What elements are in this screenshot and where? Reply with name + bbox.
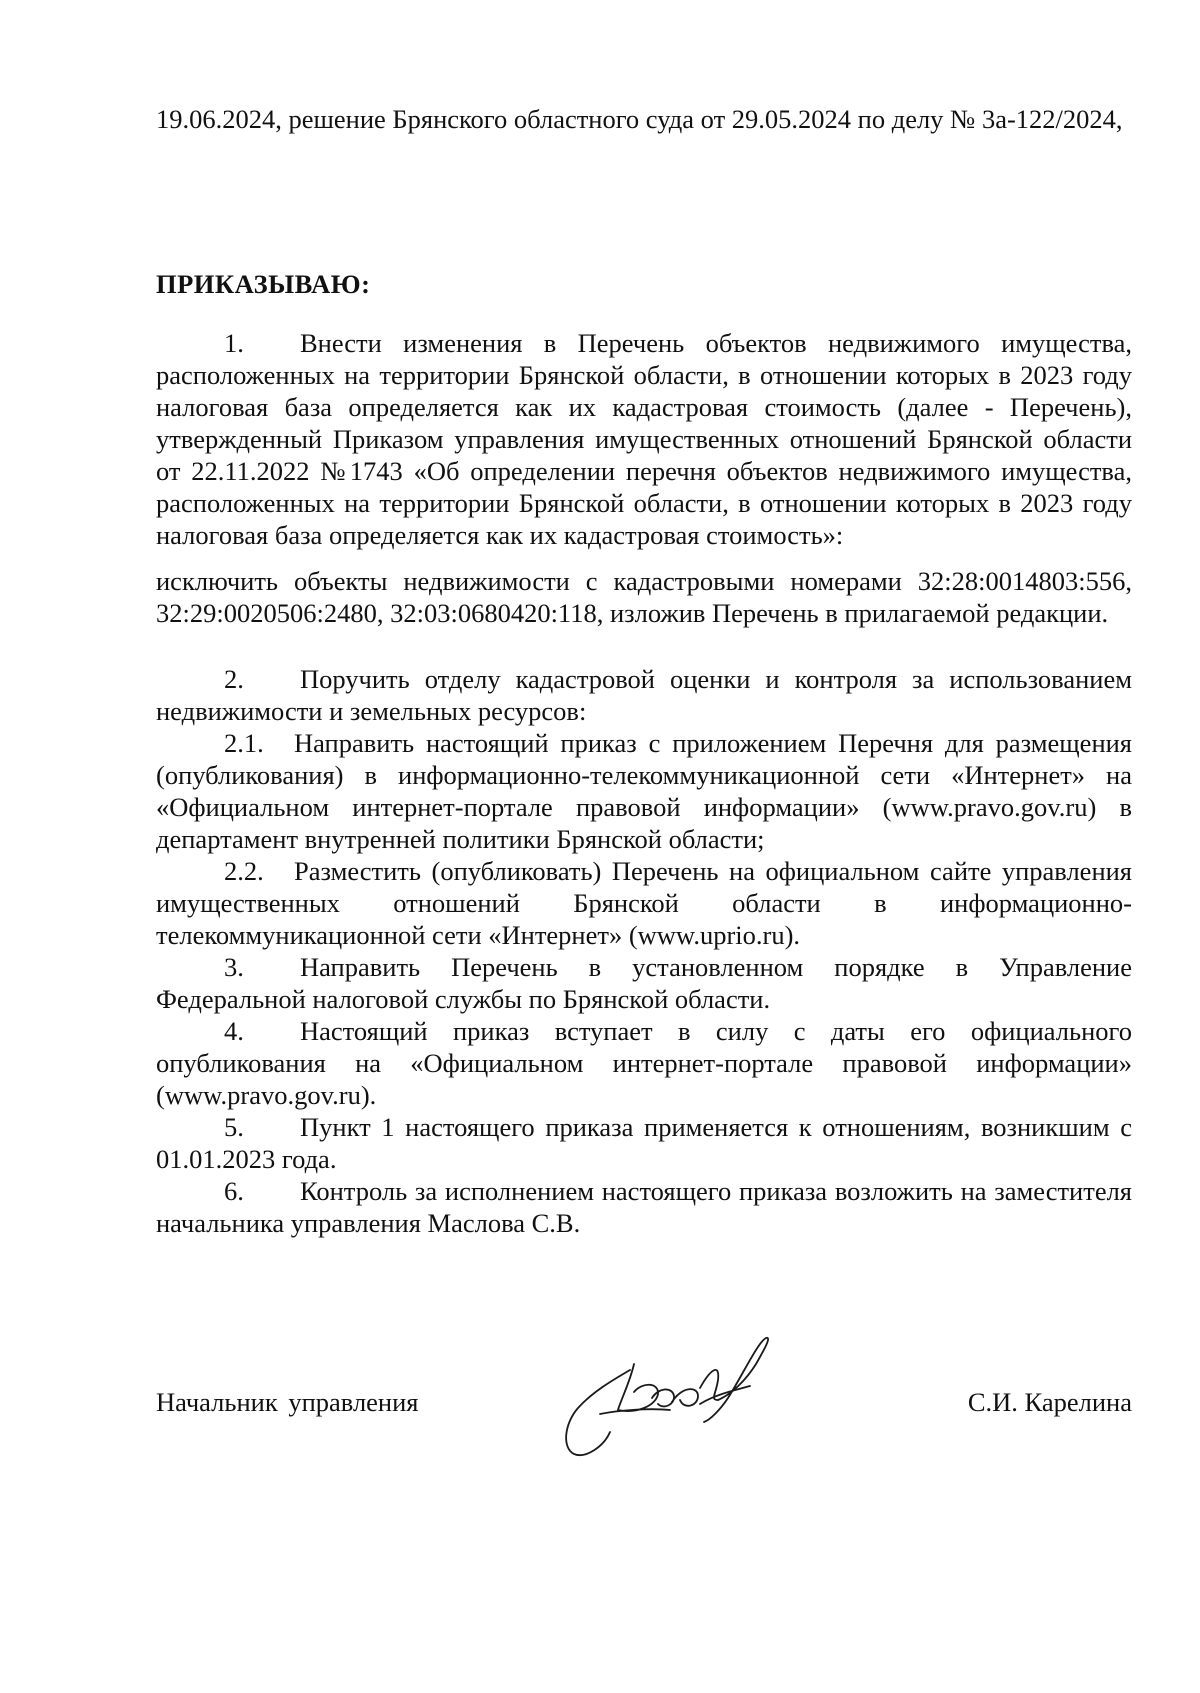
item-number: 1. xyxy=(224,328,244,358)
item-text: Настоящий приказ вступает в силу с даты его официального опубликования на «Официальном интернет-портале правовой информации» (www.pravo.gov.ru). xyxy=(156,1016,1132,1110)
order-heading: ПРИКАЗЫВАЮ: xyxy=(156,269,371,299)
item-text: Разместить (опубликовать) Перечень на официальном сайте управления имущественных отношений Брянской области в информационно-телекоммуникационной сети «Интернет» (www.uprio.ru). xyxy=(156,856,1132,950)
item-6 xyxy=(156,1175,1132,1239)
item-number: 2.2. xyxy=(224,856,264,886)
item-1-exclude: исключить объекты недвижимости с кадастровыми номерами 32:28:0014803:556, 32:29:0020506:2480, 32:03:0680420:118, изложив Перечень в прилагаемой редакции. xyxy=(156,566,1132,628)
item-4 xyxy=(156,1015,1132,1111)
item-number: 6. xyxy=(224,1176,244,1206)
item-text: Направить настоящий приказ с приложением Перечня для размещения (опубликования) в информационно-телекоммуникационной сети «Интернет» на «Официальном интернет-портале правовой информации» (www.pravo.gov.ru) в департамент внутренней политики Брянской области; xyxy=(156,728,1132,854)
item-3 xyxy=(156,951,1132,1015)
signature-block xyxy=(156,1386,1132,1426)
item-1 xyxy=(156,327,1132,551)
item-number: 5. xyxy=(224,1112,244,1142)
item-number: 4. xyxy=(224,1016,244,1046)
item-text: Контроль за исполнением настоящего приказа возложить на заместителя начальника управления Маслова С.В. xyxy=(156,1176,1132,1238)
item-2-1 xyxy=(156,727,1132,855)
intro-paragraph: 19.06.2024, решение Брянского областного суда от 29.05.2024 по делу № 3а-122/2024, xyxy=(156,104,1123,134)
item-text: Направить Перечень в установленном порядке в Управление Федеральной налоговой службы по Брянской области. xyxy=(156,952,1132,1014)
item-number: 2.1. xyxy=(224,728,264,758)
item-text: Поручить отделу кадастровой оценки и контроля за использованием недвижимости и земельных ресурсов: xyxy=(156,664,1132,726)
signer-name: С.И. Карелина xyxy=(967,1387,1132,1417)
order-items xyxy=(156,327,1132,1239)
item-text: Пункт 1 настоящего приказа применяется к отношениям, возникшим с 01.01.2023 года. xyxy=(156,1112,1132,1174)
intro-text xyxy=(156,103,1132,135)
item-2 xyxy=(156,663,1132,727)
signer-position: Начальник управления xyxy=(156,1387,419,1417)
item-number: 3. xyxy=(224,952,244,982)
item-number: 2. xyxy=(224,664,244,694)
item-2-2 xyxy=(156,855,1132,951)
item-5 xyxy=(156,1111,1132,1175)
item-text: Внести изменения в Перечень объектов недвижимого имущества, расположенных на территории Брянской области, в отношении которых в 2023 году налоговая база определяется как их кадастровая стоимость (далее - Перечень), утвержденный Приказом управления имущественных отношений Брянской области от 22.11.2022 №1743 «Об определении перечня объектов недвижимого имущества, расположенных на территории Брянской области, в отношении которых в 2023 году налоговая база определяется как их кадастровая стоимость»: xyxy=(156,328,1132,550)
